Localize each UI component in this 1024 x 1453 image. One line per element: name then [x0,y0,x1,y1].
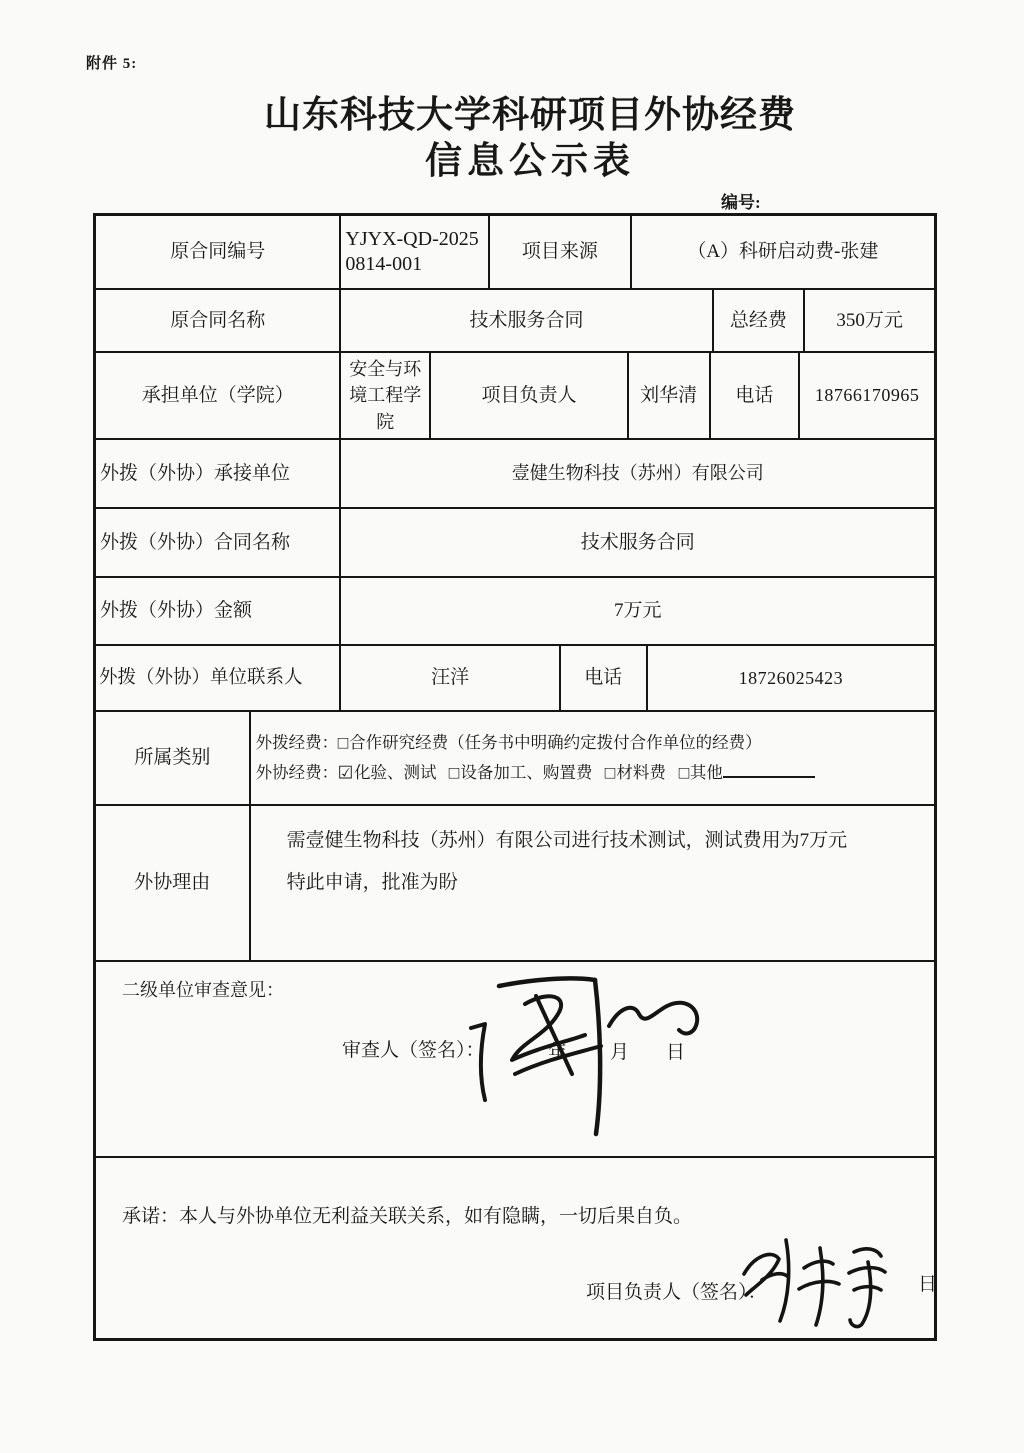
waibo-prefix: 外拨经费： [255,733,339,752]
form-table [93,213,937,1341]
label-project-source: 项目来源 [488,216,630,288]
cooperative-research-label: 合作研究经费（任务书中明确约定拨付合作单位的经费） [349,733,762,752]
value-original-contract-no [339,216,488,288]
reviewer-signature [459,972,709,1142]
checkbox-materials: □ [605,762,616,783]
equipment-label: 设备加工、购置费 [460,763,593,782]
label-outsourcing-contact: 外拨（外协）单位联系人 [99,667,303,688]
form-title-line1: 山东科技大学科研项目外协经费 [264,95,796,136]
value-total-budget: 350万元 [803,290,934,351]
value-project-source: （A）科研启动费-张建 [630,216,934,288]
label-undertaking-unit: 承担单位（学院） [141,384,294,406]
row-original-contract-name [96,288,934,351]
testing-label: 化验、测试 [353,763,437,782]
checkbox-equipment: □ [449,762,460,783]
row-outsourcing-contract-name [96,507,934,576]
review-opinion-cell [96,962,934,1156]
value-contact-name: 汪洋 [339,646,558,710]
row-outsourcing-amount [96,576,934,644]
reason-line1: 需壹健生物科技（苏州）有限公司进行技术测试，测试费用为7万元 [286,830,848,851]
leader-sign-label: 项目负责人（签名）： [586,1282,767,1303]
other-blank-line [723,761,815,778]
row-reason [96,804,934,960]
checkbox-cooperative-research: □ [337,732,349,753]
category-line-waixie [256,758,815,788]
row-original-contract-no [96,216,934,288]
label-project-leader: 项目负责人 [429,353,627,438]
row-review-opinion [96,960,934,1156]
label-outsourcing-unit: 外拨（外协）承接单位 [100,462,291,484]
value-outsourcing-amount: 7万元 [339,578,934,644]
value-outsourcing-contract-name: 技术服务合同 [339,509,934,576]
label-contact-phone: 电话 [559,646,646,710]
date-month-label: 月 [610,1042,630,1063]
contract-no-line1: YJYX-QD-2025 [345,228,479,250]
category-line-waibo [256,728,762,758]
reason-text [249,806,934,960]
leader-signature [734,1228,896,1330]
other-label: 其他 [689,763,723,782]
row-category [96,710,934,804]
row-outsourcing-unit [96,438,934,507]
value-original-contract-name: 技术服务合同 [339,290,711,351]
label-category: 所属类别 [134,747,211,769]
promise-text: 承诺：本人与外协单位无利益关联关系，如有隐瞒，一切后果自负。 [122,1206,693,1227]
label-original-contract-name: 原合同名称 [170,309,266,331]
waixie-prefix: 外协经费： [255,763,339,782]
value-project-leader: 刘华清 [627,353,709,438]
contract-no-line2: 0814-001 [345,253,423,275]
label-total-budget: 总经费 [712,290,804,351]
attachment-label: 附件 5: [86,56,138,72]
category-options [249,712,934,804]
value-outsourcing-unit: 壹健生物科技（苏州）有限公司 [339,440,934,507]
value-leader-phone: 18766170965 [798,353,934,438]
promise-day-label: 日 [918,1274,938,1295]
label-reason: 外协理由 [134,872,211,894]
row-outsourcing-contact [96,644,934,710]
form-number-label: 编号: [721,193,761,212]
review-opinion-title: 二级单位审查意见： [122,980,284,1000]
reason-line2: 特此申请，批准为盼 [286,872,458,893]
promise-cell [96,1158,938,1338]
label-original-contract-no: 原合同编号 [170,241,266,263]
checkbox-testing-checked: ☑ [337,762,354,783]
value-contact-phone: 18726025423 [646,646,934,710]
label-outsourcing-amount: 外拨（外协）金额 [100,600,253,622]
label-outsourcing-contract-name: 外拨（外协）合同名称 [100,531,291,553]
form-title-line2: 信息公示表 [425,141,635,182]
reviewer-sign-label: 审查人（签名）： [342,1040,485,1061]
row-undertaking-unit [96,351,934,438]
materials-label: 材料费 [616,763,666,782]
row-promise [96,1156,938,1338]
value-college: 安全与环境工程学院 [339,353,429,438]
date-day-label: 日 [666,1042,686,1063]
date-year-label: 年 [548,1042,568,1063]
checkbox-other: □ [678,762,690,783]
label-phone: 电话 [709,353,799,438]
